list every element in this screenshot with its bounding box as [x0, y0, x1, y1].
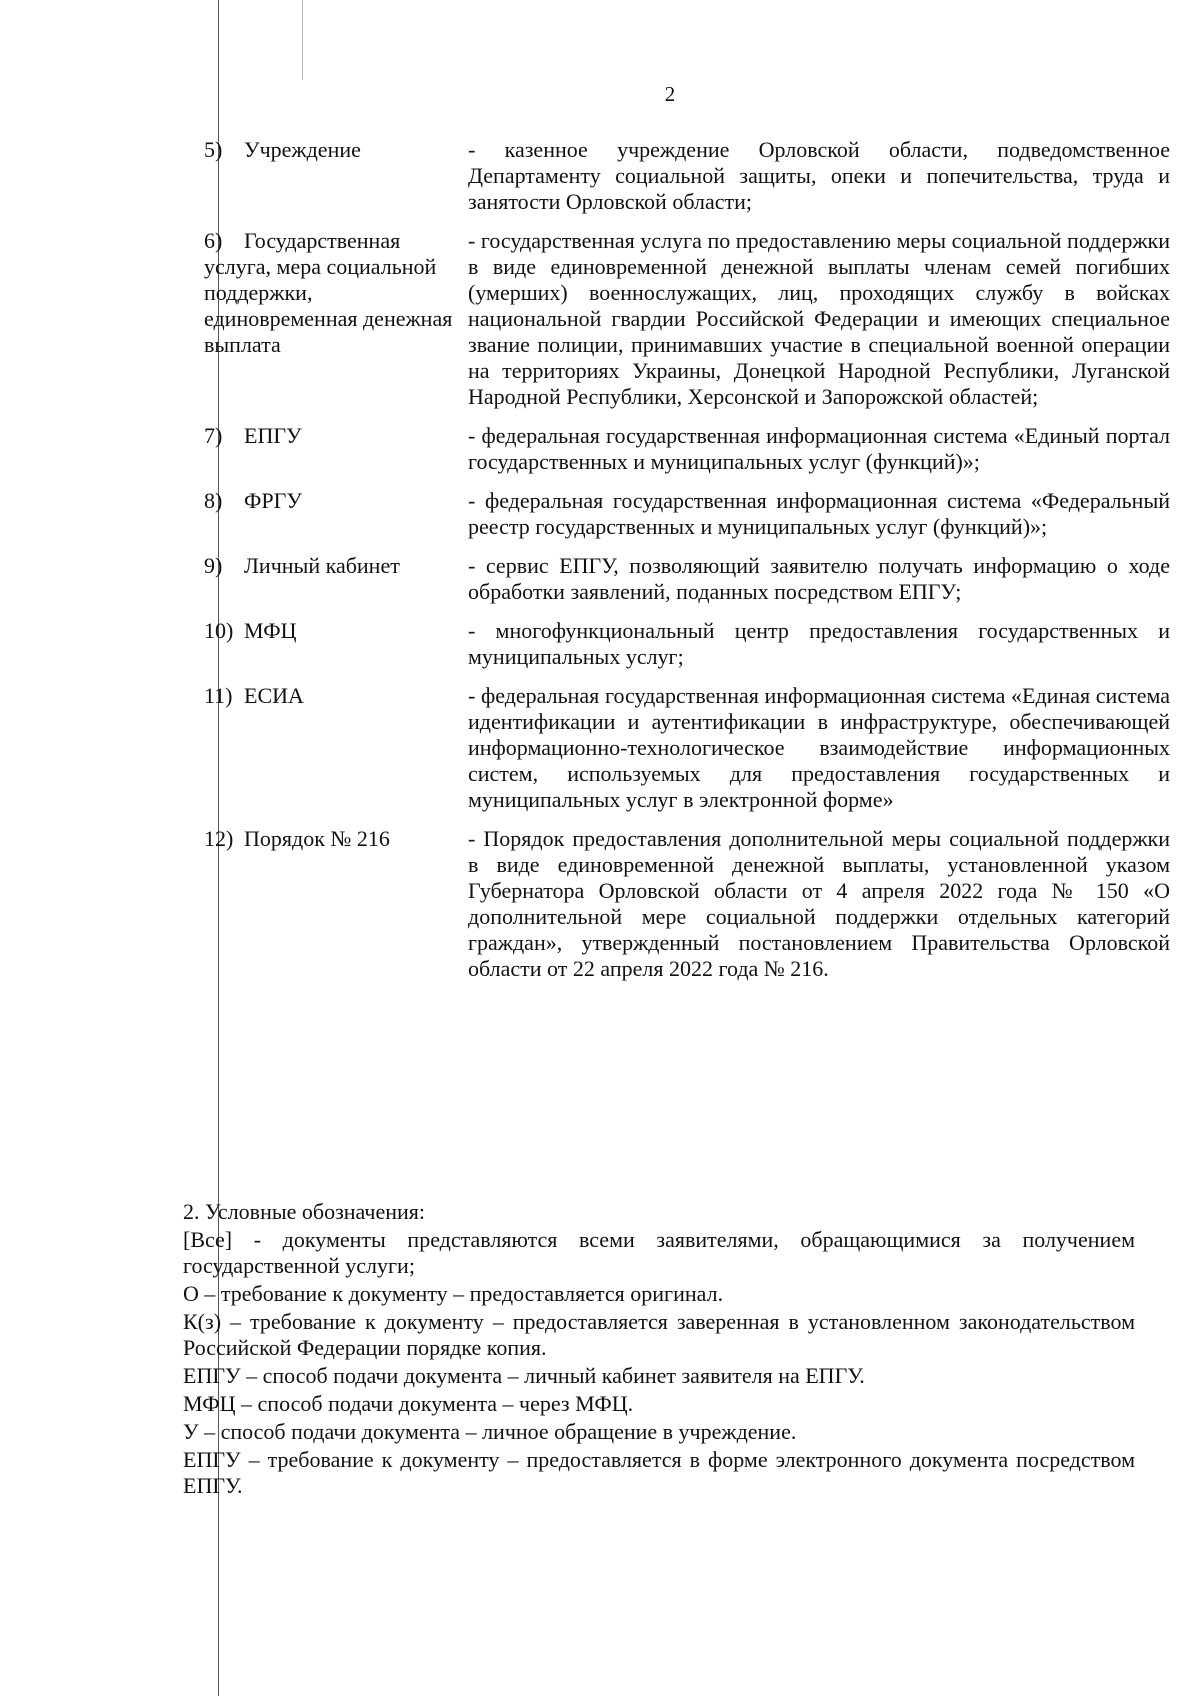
definition-number: 5)	[204, 137, 223, 162]
legend-item: У – способ подачи документа – личное обращение в учреждение.	[183, 1419, 797, 1444]
definition-term	[204, 618, 468, 670]
legend-item: ЕПГУ – требование к документу – предоставляется в форме электронного документа посредством ЕПГУ.	[183, 1447, 1135, 1498]
definition-text: - сервис ЕПГУ, позволяющий заявителю получать информацию о ходе обработки заявлений, поданных посредством ЕПГУ;	[468, 553, 1170, 604]
definition-term-label: ФРГУ	[244, 488, 302, 513]
definition-term	[204, 553, 468, 605]
definition-term-label: МФЦ	[244, 618, 297, 643]
legend-item: [Все] - документы представляются всеми заявителями, обращающимися за получением государственной услуги;	[183, 1227, 1135, 1278]
definition-item	[204, 137, 1170, 215]
definition-term	[204, 228, 468, 410]
definition-term-label: Личный кабинет	[244, 553, 400, 578]
definition-item	[204, 488, 1170, 540]
definitions-list	[204, 137, 1170, 995]
definition-text: - государственная услуга по предоставлению меры социальной поддержки в виде единовременной денежной выплаты членам семей погибших (умерших) военнослужащих, лиц, проходящих службу в войсках национальной гвардии Российской Федерации и имеющих специальное звание полиции, принимавших участие в специальной военной операции на территориях Украины, Донецкой Народной Республики, Луганской Народной Республики, Херсонской и Запорожской областей;	[468, 228, 1170, 409]
definition-item	[204, 423, 1170, 475]
definition-number: 11)	[204, 683, 233, 708]
definition-text: - Порядок предоставления дополнительной меры социальной поддержки в виде единовременной денежной выплаты, установленной указом Губернатора Орловской области от 4 апреля 2022 года № 150 «О дополнительной мере социальной поддержки отдельных категорий граждан», утвержденный постановлением Правительства Орловской области от 22 апреля 2022 года № 216.	[468, 826, 1170, 981]
definition-text: - федеральная государственная информационная система «Единый портал государственных и муниципальных услуг (функций)»;	[468, 423, 1170, 474]
legend-item: МФЦ – способ подачи документа – через МФЦ.	[183, 1391, 634, 1416]
definition-item	[204, 228, 1170, 410]
definition-number: 8)	[204, 488, 223, 513]
definition-text: - многофункциональный центр предоставления государственных и муниципальных услуг;	[468, 618, 1170, 669]
definition-number: 10)	[204, 618, 234, 643]
definition-term	[204, 137, 468, 215]
definition-term	[204, 826, 468, 982]
definition-term	[204, 423, 468, 475]
legend-heading: 2. Условные обозначения:	[183, 1199, 426, 1224]
legend-item: К(з) – требование к документу – предоставляется заверенная в установленном законодательством Российской Федерации порядке копия.	[183, 1309, 1135, 1360]
legend-section	[183, 1199, 1135, 1501]
definition-item	[204, 683, 1170, 813]
definition-text: - казенное учреждение Орловской области, подведомственное Департаменту социальной защиты, опеки и попечительства, труда и занятости Орловской области;	[468, 137, 1170, 214]
scan-artifact-line	[302, 0, 303, 80]
definition-item	[204, 553, 1170, 605]
definition-term-label: ЕСИА	[244, 683, 304, 708]
definition-term-label: Государственная услуга, мера социальной поддержки, единовременная денежная выплата	[204, 228, 453, 357]
definition-number: 6)	[204, 228, 223, 253]
definition-number: 12)	[204, 826, 234, 851]
definition-term-label: Порядок № 216	[244, 826, 390, 851]
definition-item	[204, 826, 1170, 982]
definition-text: - федеральная государственная информационная система «Единая система идентификации и аутентификации в инфраструктуре, обеспечивающей информационно-технологическое взаимодействие информационных систем, используемых для предоставления государственных и муниципальных услуг в электронной форме»	[468, 683, 1170, 812]
definition-term-label: ЕПГУ	[244, 423, 302, 448]
legend-item: ЕПГУ – способ подачи документа – личный кабинет заявителя на ЕПГУ.	[183, 1363, 865, 1388]
page-number: 2	[664, 82, 676, 106]
definition-text: - федеральная государственная информационная система «Федеральный реестр государственных и муниципальных услуг (функций)»;	[468, 488, 1170, 539]
definition-term-label: Учреждение	[244, 137, 361, 162]
definition-term	[204, 488, 468, 540]
definition-number: 7)	[204, 423, 223, 448]
definition-term	[204, 683, 468, 813]
definition-number: 9)	[204, 553, 223, 578]
legend-item: О – требование к документу – предоставляется оригинал.	[183, 1281, 724, 1306]
definition-item	[204, 618, 1170, 670]
